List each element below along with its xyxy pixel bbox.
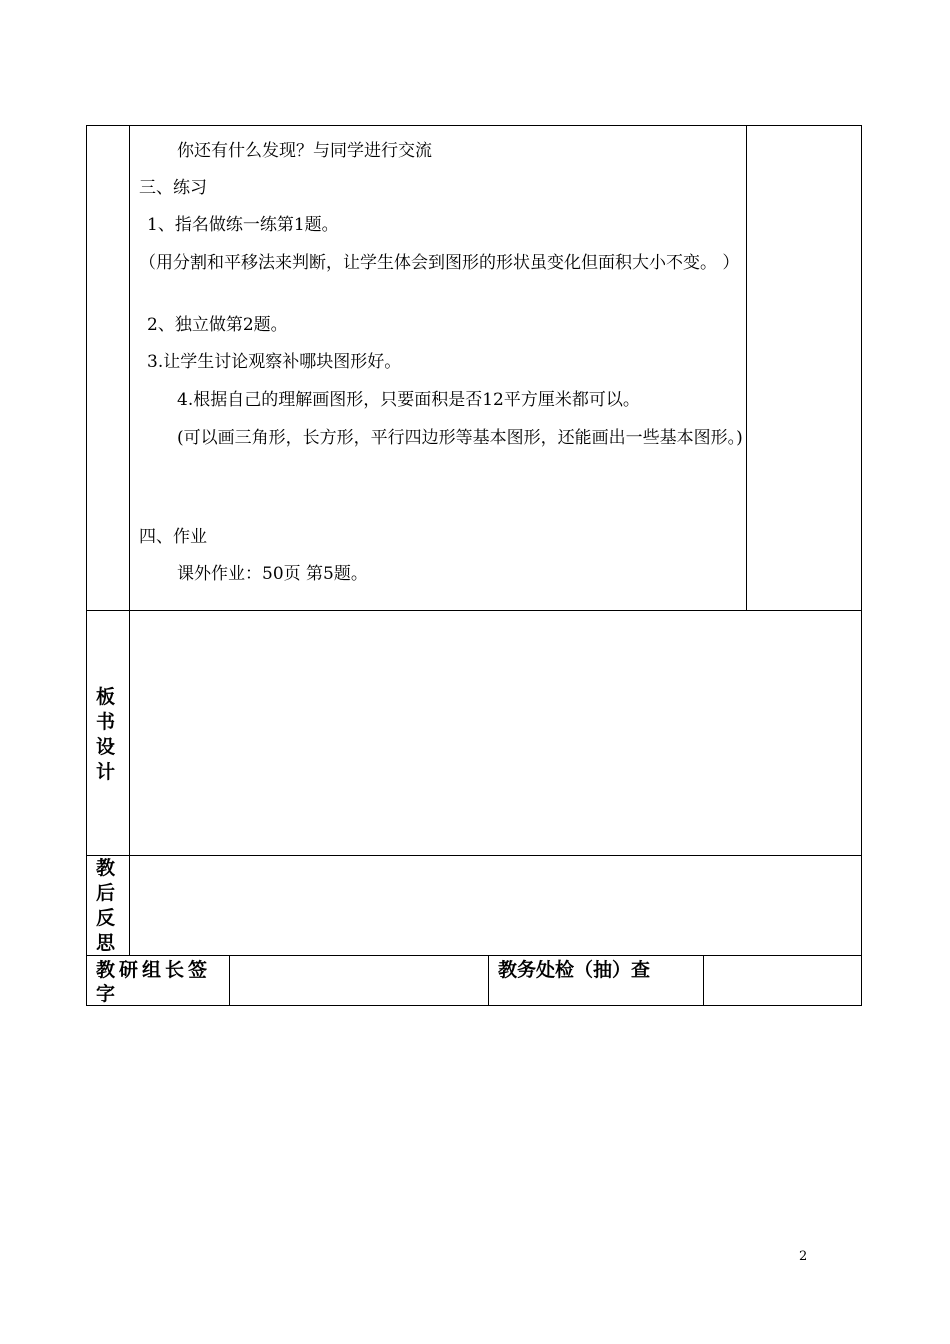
board-design-area[interactable] [131,612,859,853]
office-check-label: 教务处检（抽）查 [498,959,651,981]
board-design-label: 板书设计 [96,686,116,783]
group-leader-signature-field[interactable] [231,957,487,1004]
reflection-label: 教后反思 [96,857,116,954]
notes-column-divider [746,125,747,611]
group-leader-signature-label: 教研组长签字 [96,959,212,1005]
row-divider-board [86,855,862,856]
row-divider-reflection [86,955,862,956]
signature-divider-2 [488,955,489,1006]
lesson-line-practice-2: 2、独立做第2题。 [147,315,288,335]
page-number: 2 [799,1249,808,1264]
lesson-line-practice-4: 4.根据自己的理解画图形，只要面积是否12平方厘米都可以。 [177,390,640,410]
lesson-line-practice-1: 1、指名做练一练第1题。 [147,215,339,235]
lesson-line-homework: 课外作业：50页 第5题。 [177,564,368,584]
reflection-area[interactable] [131,857,859,953]
label-column-divider [129,125,130,956]
office-check-field[interactable] [705,957,860,1004]
lesson-heading-homework: 四、作业 [139,527,207,547]
table-right-border [861,125,862,1006]
lesson-line-practice-4-note: (可以画三角形，长方形，平行四边形等基本图形，还能画出一些基本图形。) [177,428,743,448]
table-left-border [86,125,87,1006]
lesson-line-practice-1-note: （用分割和平移法来判断，让学生体会到图形的形状虽变化但面积大小不变。 ） [139,253,740,273]
signature-divider-1 [229,955,230,1006]
lesson-line-practice-3: 3.让学生讨论观察补哪块图形好。 [147,352,402,372]
lesson-line-discovery: 你还有什么发现？与同学进行交流 [177,141,432,161]
signature-divider-3 [703,955,704,1006]
lesson-heading-practice: 三、练习 [139,178,207,198]
